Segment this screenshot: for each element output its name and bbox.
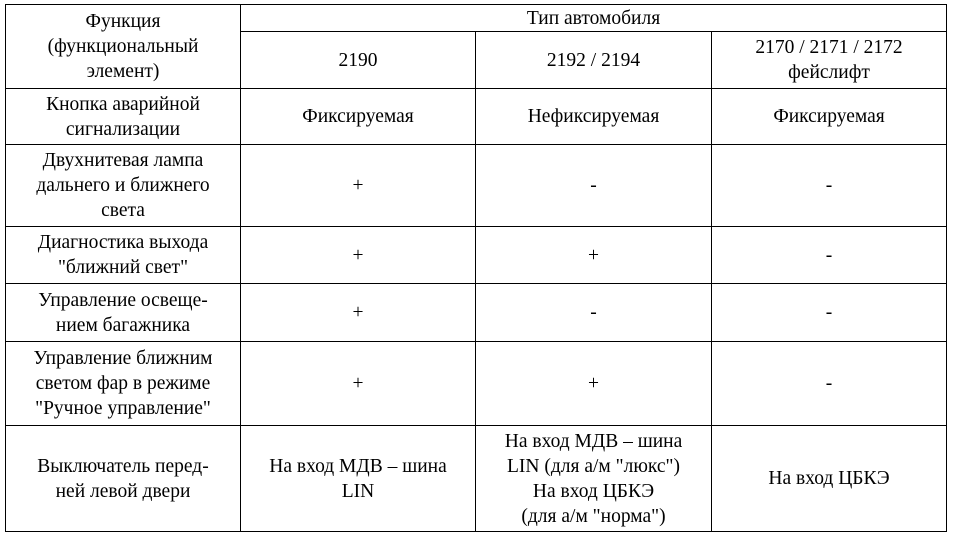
value-line: + <box>352 373 364 394</box>
value-line: Фиксируемая <box>302 106 414 127</box>
value-line: + <box>588 244 599 266</box>
value-cell <box>476 426 712 532</box>
function-cell <box>6 145 241 227</box>
value-cell <box>476 227 712 284</box>
function-line: Диагностика выхода <box>37 232 209 253</box>
table-row <box>6 145 947 227</box>
function-line: "Ручное управление" <box>35 398 211 419</box>
value-cell <box>476 145 712 227</box>
header-row-top <box>6 5 947 32</box>
compatibility-table <box>5 4 947 532</box>
function-line: сигнализации <box>65 118 181 140</box>
function-line: Выключатель перед- <box>37 455 209 477</box>
function-cell <box>6 227 241 284</box>
model-header-cell <box>712 32 947 89</box>
function-cell <box>6 89 241 145</box>
function-line: дальнего и ближнего <box>36 175 210 196</box>
value-line: + <box>588 373 599 394</box>
value-cell <box>241 227 476 284</box>
vehicle-type-header-cell <box>241 5 947 32</box>
value-line: - <box>825 244 833 266</box>
value-cell <box>476 89 712 145</box>
function-header-line: Функция <box>85 11 161 32</box>
value-cell <box>241 342 476 426</box>
value-cell <box>712 227 947 284</box>
value-line: - <box>590 175 597 196</box>
function-line: света <box>101 200 145 221</box>
value-line: + <box>352 175 364 196</box>
function-line: Управление освеще- <box>38 289 208 311</box>
vehicle-type-label: Тип автомобиля <box>526 7 661 29</box>
model-label: 2192 / 2194 <box>546 49 641 71</box>
value-line: На вход ЦБКЭ <box>768 468 890 489</box>
value-cell <box>241 426 476 532</box>
value-line: (для а/м "норма") <box>521 505 666 527</box>
value-cell <box>712 89 947 145</box>
value-cell <box>241 145 476 227</box>
model-label: фейслифт <box>788 62 870 83</box>
model-header-cell <box>476 32 712 89</box>
value-line: На вход МДВ – шина <box>269 455 447 477</box>
value-line: Фиксируемая <box>773 106 885 127</box>
value-line: - <box>825 373 833 394</box>
function-line: Двухнитевая лампа <box>42 150 204 171</box>
table-row <box>6 227 947 284</box>
value-line: - <box>825 302 833 323</box>
value-line: LIN (для а/м "люкс") <box>507 455 680 477</box>
value-line: На вход МДВ – шина <box>504 430 683 452</box>
function-line: светом фар в режиме <box>35 373 211 394</box>
function-line: "ближний свет" <box>57 257 189 278</box>
value-line: - <box>590 302 597 323</box>
value-cell <box>241 89 476 145</box>
value-line: - <box>825 175 833 196</box>
function-line: ней левой двери <box>55 480 191 502</box>
function-cell <box>6 284 241 342</box>
function-line: Кнопка аварийной <box>46 93 200 115</box>
value-line: LIN <box>341 480 375 502</box>
value-cell <box>241 284 476 342</box>
value-cell <box>712 426 947 532</box>
table-row <box>6 426 947 532</box>
function-line: нием багажника <box>55 314 191 336</box>
function-header-cell <box>6 5 241 89</box>
value-line: + <box>352 244 364 266</box>
table-row <box>6 284 947 342</box>
function-cell <box>6 342 241 426</box>
value-cell <box>712 342 947 426</box>
value-cell <box>712 284 947 342</box>
value-cell <box>476 342 712 426</box>
table-row <box>6 342 947 426</box>
model-header-cell <box>241 32 476 89</box>
model-label: 2170 / 2171 / 2172 <box>755 37 903 58</box>
value-line: На вход ЦБКЭ <box>532 480 655 502</box>
function-header-line: (функциональный <box>47 36 199 57</box>
function-cell <box>6 426 241 532</box>
function-line: Управление ближним <box>33 348 213 369</box>
model-label: 2190 <box>338 49 378 71</box>
value-line: Нефиксируемая <box>527 106 660 127</box>
value-cell <box>712 145 947 227</box>
value-cell <box>476 284 712 342</box>
function-header-line: элемент) <box>86 61 160 82</box>
table-row <box>6 89 947 145</box>
value-line: + <box>352 302 364 323</box>
